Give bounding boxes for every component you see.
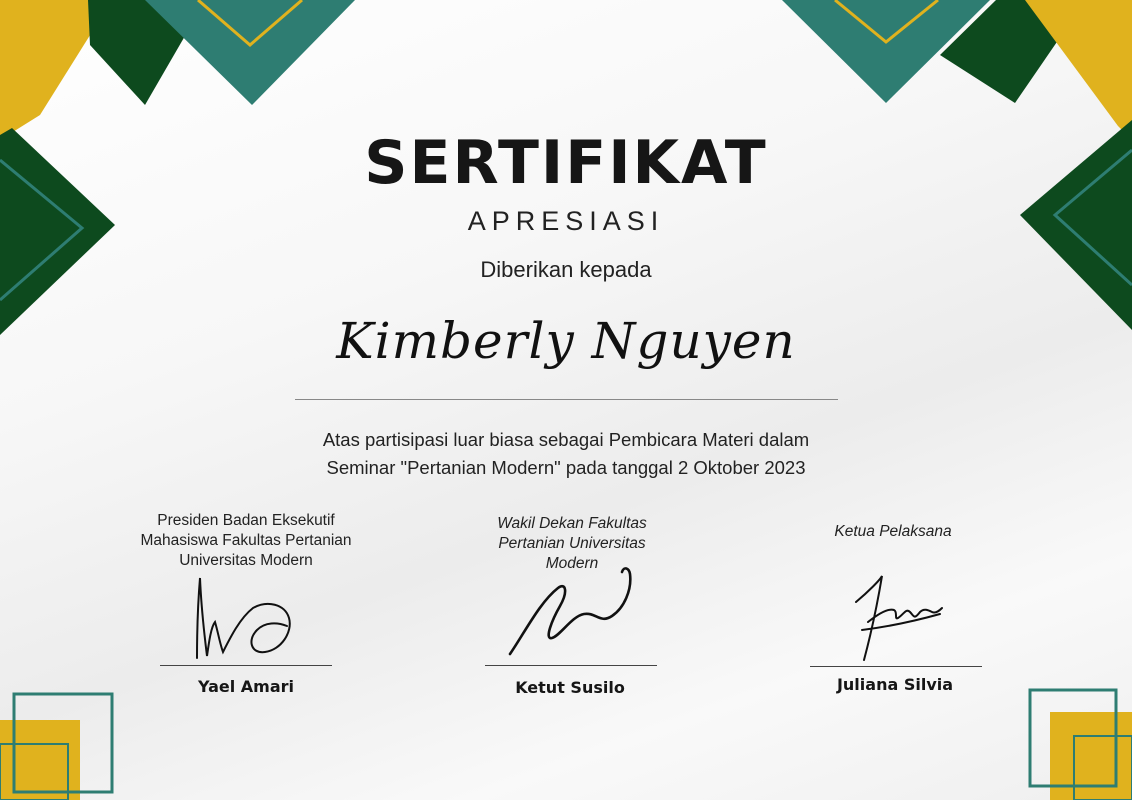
- recipient-name-underline: [295, 399, 838, 400]
- signature-1-icon: [185, 572, 305, 662]
- signature-2-line: [485, 665, 657, 666]
- signatory-1-role: [116, 511, 376, 571]
- signature-3-icon: [848, 570, 948, 670]
- signatory-3-block: [763, 522, 1023, 542]
- signatory-3-name: Juliana Silvia: [836, 675, 954, 694]
- description-line-1: Atas partisipasi luar biasa sebagai Pembicara Materi dalam: [322, 429, 810, 450]
- signatory-2-name: Ketut Susilo: [515, 678, 625, 697]
- signatory-1-role-line-3: Universitas Modern: [179, 552, 313, 569]
- signature-2-icon: [500, 562, 650, 662]
- signature-3-line: [810, 666, 982, 667]
- signatory-3-role-line-1: Ketua Pelaksana: [834, 523, 952, 540]
- signatory-2-role-line-2: Pertanian Universitas: [498, 535, 646, 552]
- signatory-1-role-line-1: Presiden Badan Eksekutif: [157, 512, 335, 529]
- given-to-label: Diberikan kepada: [480, 257, 652, 282]
- description-line-2: Seminar "Pertanian Modern" pada tanggal 2 Oktober 2023: [326, 457, 806, 478]
- recipient-name: Kimberly Nguyen: [336, 312, 796, 370]
- signatory-1-block: [116, 511, 376, 571]
- certificate-title: SERTIFIKAT: [364, 128, 768, 198]
- certificate-subtitle: APRESIASI: [467, 206, 665, 236]
- signatory-1-name: Yael Amari: [197, 677, 295, 696]
- top-right-mustard-shape: [1025, 0, 1132, 140]
- signatory-3-role: [763, 522, 1023, 542]
- certificate-description: [0, 426, 1132, 482]
- top-left-teal-diamond: [145, 0, 355, 105]
- signatory-2-role-line-3: Modern: [545, 555, 599, 572]
- signature-1-line: [160, 665, 332, 666]
- signatory-1-role-line-2: Mahasiswa Fakultas Pertanian: [140, 532, 352, 549]
- signatory-2-role-line-1: Wakil Dekan Fakultas: [497, 515, 647, 532]
